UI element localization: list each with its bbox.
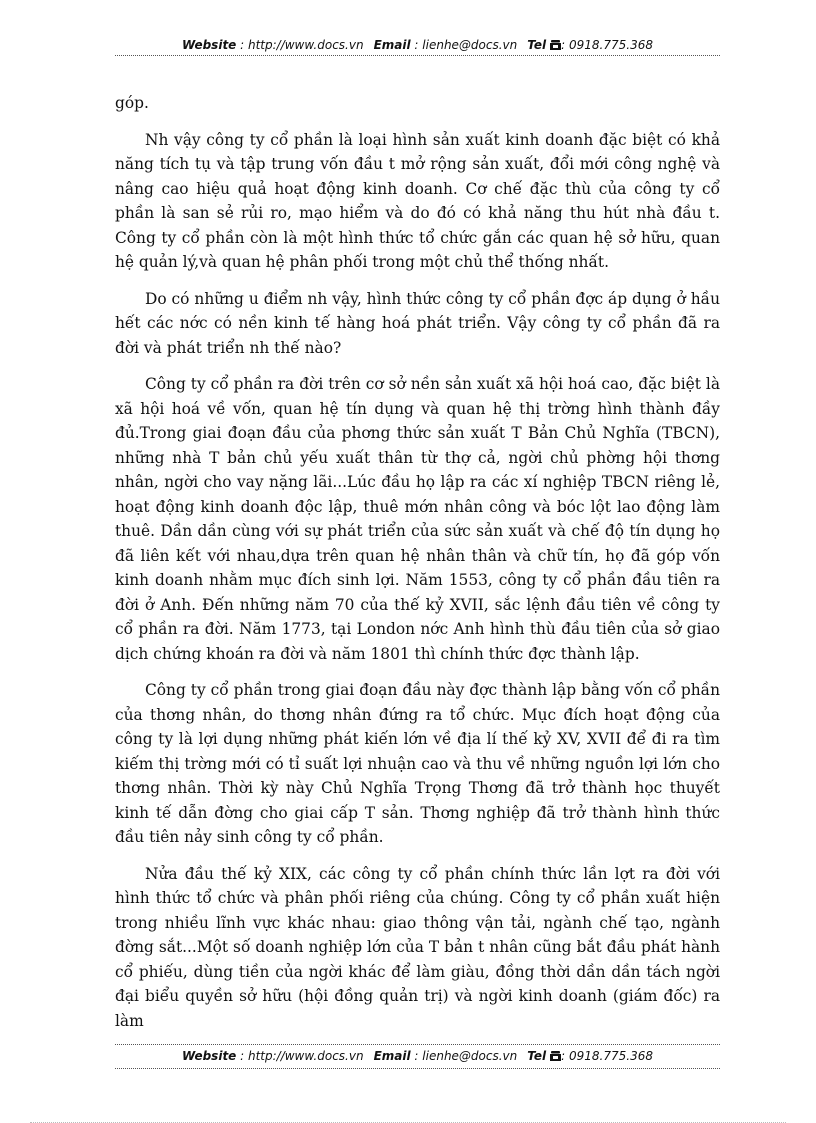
paragraph-4: Công ty cổ phần trong giai đoạn đầu này đợc thành lập bằng vốn cổ phần của thơng nhân, do thơng nhân đứng ra tổ chức. Mục đích hoạt động của công ty là lợi dụng những phát kiến lớn về địa lí thế kỷ XV, XVII để đi ra tìm kiếm thị trờng mới có tỉ suất lợi nhuận cao và thu về những nguồn lợi lớn cho thơng nhân. Thời kỳ này Chủ Nghĩa Trọng Thơng đã trở thành học thuyết kinh tế dẫn đờng cho giai cấp T sản. Thơng nghiệp đã trở thành hình thức đầu tiên nảy sinh công ty cổ phần. [115,681,720,846]
header-email-label: Email [373,38,411,52]
header-website-label: Website [181,38,237,52]
footer-tel-label: Tel [527,1049,547,1063]
footer-email-link[interactable]: lienhe@docs.vn [422,1049,518,1063]
page-header: Website : http://www.docs.vn Email : lienhe@docs.vn Tel : 0918.775.368 [181,38,653,52]
footer-top-rule [115,1044,720,1045]
header-website-link[interactable]: http://www.docs.vn [247,38,364,52]
paragraph-5: Nửa đầu thế kỷ XIX, các công ty cổ phần chính thức lần lợt ra đời với hình thức tổ chức và phân phối riêng của chúng. Công ty cổ phần xuất hiện trong nhiều lĩnh vực khác nhau: giao thông vận tải, ngành chế tạo, ngành đờng sắt...Một số doanh nghiệp lớn của T bản t nhân cũng bắt đầu phát hành cổ phiếu, dùng tiền của ngời khác để làm giàu, đồng thời dần dần tách ngời đại biểu quyền sở hữu (hội đồng quản trị) và ngời kinh doanh (giám đốc) ra làm [115,864,720,1030]
paragraph-1: Nh vậy công ty cổ phần là loại hình sản xuất kinh doanh đặc biệt có khả năng tích tụ và tập trung vốn đầu t mở rộng sản xuất, đổi mới công nghệ và nâng cao hiệu quả hoạt động kinh doanh. Cơ chế đặc thù của công ty cổ phần là san sẻ rủi ro, mạo hiểm và do đó có khả năng thu hút nhà đầu t. Công ty cổ phần còn là một hình thức tổ chức gắn các quan hệ sở hữu, quan hệ quản lý,và quan hệ phân phối trong một chủ thể thống nhất. [115,130,720,271]
paragraph-3: Công ty cổ phần ra đời trên cơ sở nền sản xuất xã hội hoá cao, đặc biệt là xã hội hoá về vốn, quan hệ tín dụng và quan hệ thị trờng hình thành đầy đủ.Trong giai đoạn đầu của phơng thức sản xuất T Bản Chủ Nghĩa (TBCN), những nhà T bản chủ yếu xuất thân từ thợ cả, ngời chủ phờng hội thơng nhân, ngời cho vay nặng lãi...Lúc đầu họ lập ra các xí nghiệp TBCN riêng lẻ, hoạt động kinh doanh độc lập, thuê mớn nhân công và bóc lột lao động làm thuê. Dần dần cùng với sự phát triển của sức sản xuất và chế độ tín dụng họ đã liên kết với nhau,dựa trên quan hệ nhân thân và chữ tín, họ đã góp vốn kinh doanh nhằm mục đích sinh lợi. Năm 1553, công ty cổ phần đầu tiên ra đời ở Anh. Đến những năm 70 của thế kỷ XVII, sắc lệnh đầu tiên về công ty cổ phần ra đời. Năm 1773, tại London nớc Anh hình thù đầu tiên của sở giao dịch chứng khoán ra đời và năm 1801 thì chính thức đợc thành lập. [115,375,720,663]
header-tel-value: 0918.775.368 [569,38,653,52]
footer-tel-value: 0918.775.368 [569,1049,653,1063]
paragraph-2: Do có những u điểm nh vậy, hình thức công ty cổ phần đợc áp dụng ở hầu hết các nớc có nền kinh tế hàng hoá phát triển. Vậy công ty cổ phần đã ra đời và phát triển nh thế nào? [115,289,720,357]
phone-icon [550,1051,561,1061]
header-email-link[interactable]: lienhe@docs.vn [422,38,518,52]
header-rule [115,55,720,56]
footer-website-label: Website [181,1049,237,1063]
footer-email-label: Email [373,1049,411,1063]
page-footer: Website : http://www.docs.vn Email : lienhe@docs.vn Tel : 0918.775.368 [181,1049,653,1063]
document-body [115,91,720,1033]
footer-bottom-rule [115,1068,720,1069]
phone-icon [550,40,561,50]
header-tel-label: Tel [527,38,547,52]
paragraph-0: góp. [115,94,149,112]
footer-website-link[interactable]: http://www.docs.vn [247,1049,364,1063]
